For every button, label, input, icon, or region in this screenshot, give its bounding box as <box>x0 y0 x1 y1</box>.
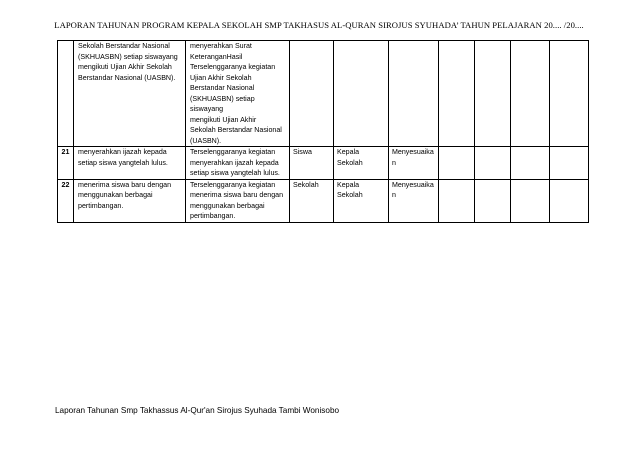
pic-cell: Kepala Sekolah <box>334 147 389 180</box>
empty-cell <box>511 147 550 180</box>
page-footer: Laporan Tahunan Smp Takhassus Al-Qur'an Sirojus Syuhada Tambi Wonisobo <box>55 406 340 415</box>
program-cell: menyerahkan ijazah kepada setiap siswa yangtelah lulus. <box>74 147 186 180</box>
time-cell: Menyesuaika n <box>389 179 439 222</box>
pic-cell <box>334 41 389 147</box>
empty-cell <box>550 179 589 222</box>
target-cell <box>290 41 334 147</box>
empty-cell <box>439 179 475 222</box>
empty-cell <box>475 179 511 222</box>
time-cell: Menyesuaika n <box>389 147 439 180</box>
page-header: LAPORAN TAHUNAN PROGRAM KEPALA SEKOLAH SMP TAKHASUS AL-QURAN SIROJUS SYUHADA’ TAHUN PELAJARAN 20.... /20.... <box>54 20 584 30</box>
row-number <box>58 41 74 147</box>
target-cell: Siswa <box>290 147 334 180</box>
empty-cell <box>511 41 550 147</box>
time-cell <box>389 41 439 147</box>
indicator-cell: Terselenggaranya kegiatan menerima siswa baru dengan menggunakan berbagai pertimbangan. <box>186 179 290 222</box>
target-cell: Sekolah <box>290 179 334 222</box>
empty-cell <box>439 41 475 147</box>
empty-cell <box>550 147 589 180</box>
program-table <box>57 40 589 223</box>
indicator-cell: Terselenggaranya kegiatan menyerahkan ijazah kepada setiap siswa yangtelah lulus. <box>186 147 290 180</box>
empty-cell <box>511 179 550 222</box>
table-row <box>58 147 589 180</box>
empty-cell <box>439 147 475 180</box>
table-row <box>58 179 589 222</box>
program-cell: Sekolah Berstandar Nasional (SKHUASBN) setiap siswayang mengikuti Ujian Akhir Sekolah Berstandar Nasional (UASBN). <box>74 41 186 147</box>
empty-cell <box>550 41 589 147</box>
row-number: 22 <box>58 179 74 222</box>
program-cell: menerima siswa baru dengan menggunakan berbagai pertimbangan. <box>74 179 186 222</box>
indicator-cell: menyerahkan Surat KeteranganHasil Terselenggaranya kegiatan Ujian Akhir Sekolah Berstandar Nasional (SKHUASBN) setiap siswayang mengikuti Ujian Akhir Sekolah Berstandar Nasional (UASBN). <box>186 41 290 147</box>
empty-cell <box>475 147 511 180</box>
empty-cell <box>475 41 511 147</box>
row-number: 21 <box>58 147 74 180</box>
pic-cell: Kepala Sekolah <box>334 179 389 222</box>
table-row <box>58 41 589 147</box>
